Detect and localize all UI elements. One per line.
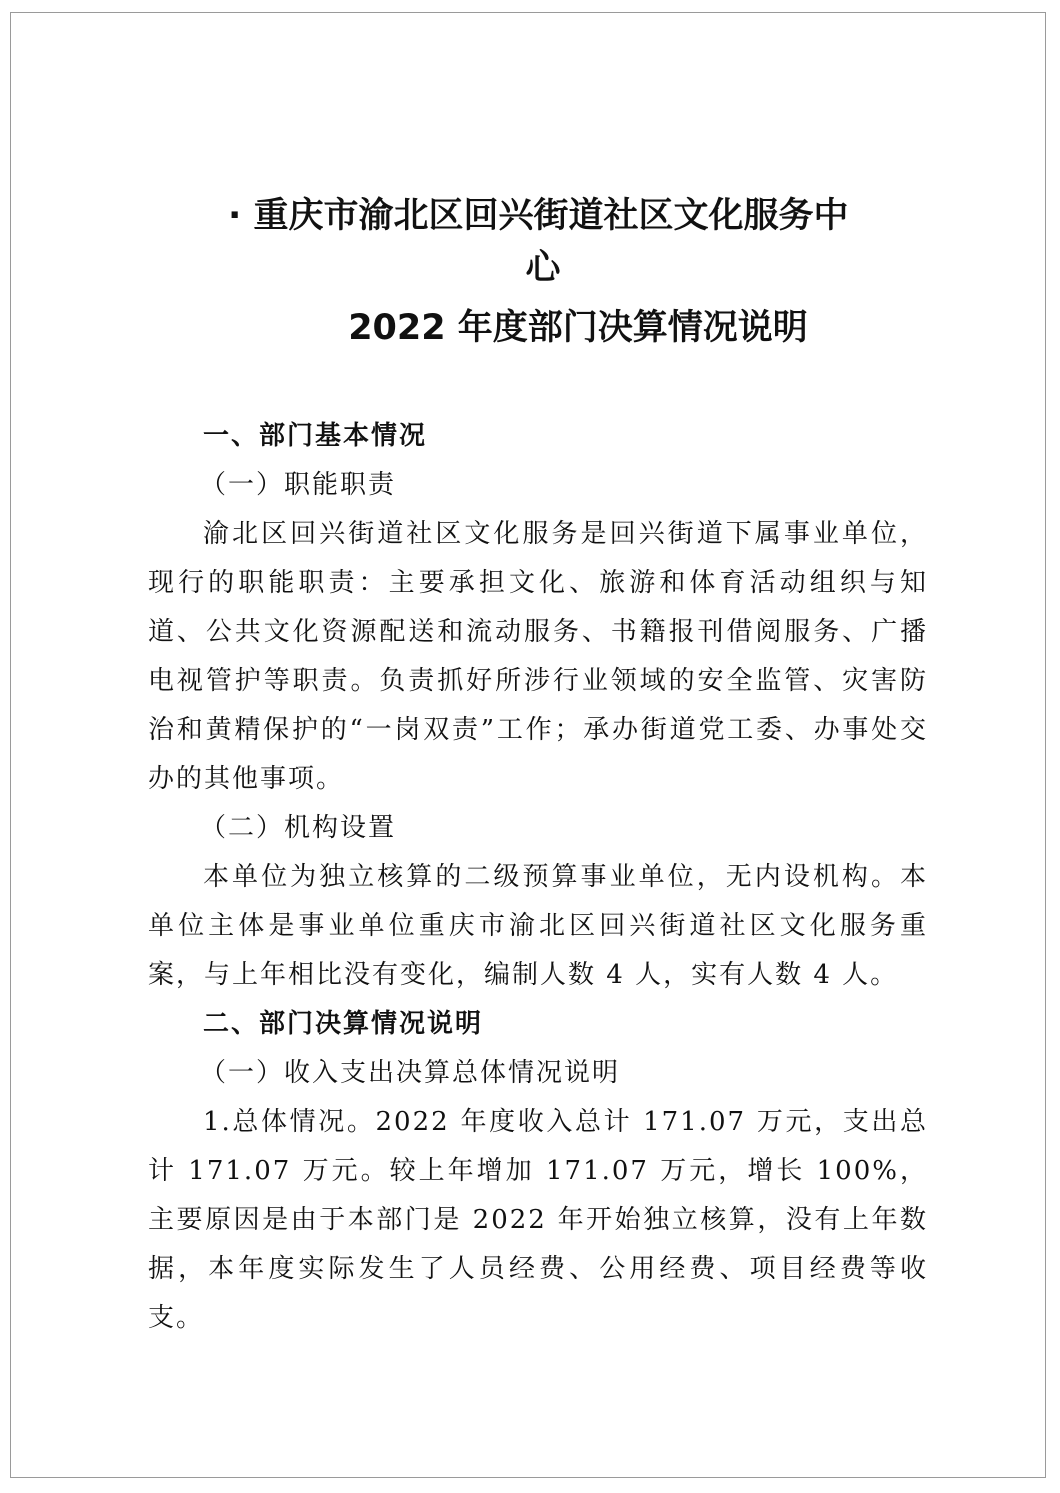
paragraph-overall-situation: 1.总体情况。2022 年度收入总计 171.07 万元，支出总计 171.07 万元。较上年增加 171.07 万元，增长 100%，主要原因是由于本部门是 2022 年开始独立核算，没有上年数据，本年度实际发生了人员经费、公用经费、项目经费等收支。 <box>148 1107 928 1333</box>
document-body <box>148 412 928 1343</box>
paragraph-functions: 渝北区回兴街道社区文化服务是回兴街道下属事业单位，现行的职能职责：主要承担文化、旅游和体育活动组织与知道、公共文化资源配送和流动服务、书籍报刊借阅服务、广播电视管护等职责。负责抓好所涉行业领域的安全监管、灾害防治和黄精保护的“一岗双责”工作；承办街道党工委、办事处交办的其他事项。 <box>148 519 928 794</box>
subsection-heading-income-expenditure: （一）收入支出决算总体情况说明 <box>200 1058 621 1088</box>
document-title <box>148 190 928 354</box>
title-line-2: 心 <box>525 248 561 288</box>
section-heading-basic-info: 一、部门基本情况 <box>203 421 428 451</box>
document-content <box>148 190 928 1343</box>
paragraph-organization: 本单位为独立核算的二级预算事业单位，无内设机构。本单位主体是事业单位重庆市渝北区回兴街道社区文化服务重案，与上年相比没有变化，编制人数 4 人，实有人数 4 人。 <box>148 862 928 990</box>
title-line-3: 2022 年度部门决算情况说明 <box>348 308 808 348</box>
subsection-heading-organization: （二）机构设置 <box>200 813 397 843</box>
section-heading-final-accounts: 二、部门决算情况说明 <box>203 1009 484 1039</box>
subsection-heading-functions: （一）职能职责 <box>200 470 397 500</box>
title-line-1: · 重庆市渝北区回兴街道社区文化服务中 <box>228 196 849 236</box>
